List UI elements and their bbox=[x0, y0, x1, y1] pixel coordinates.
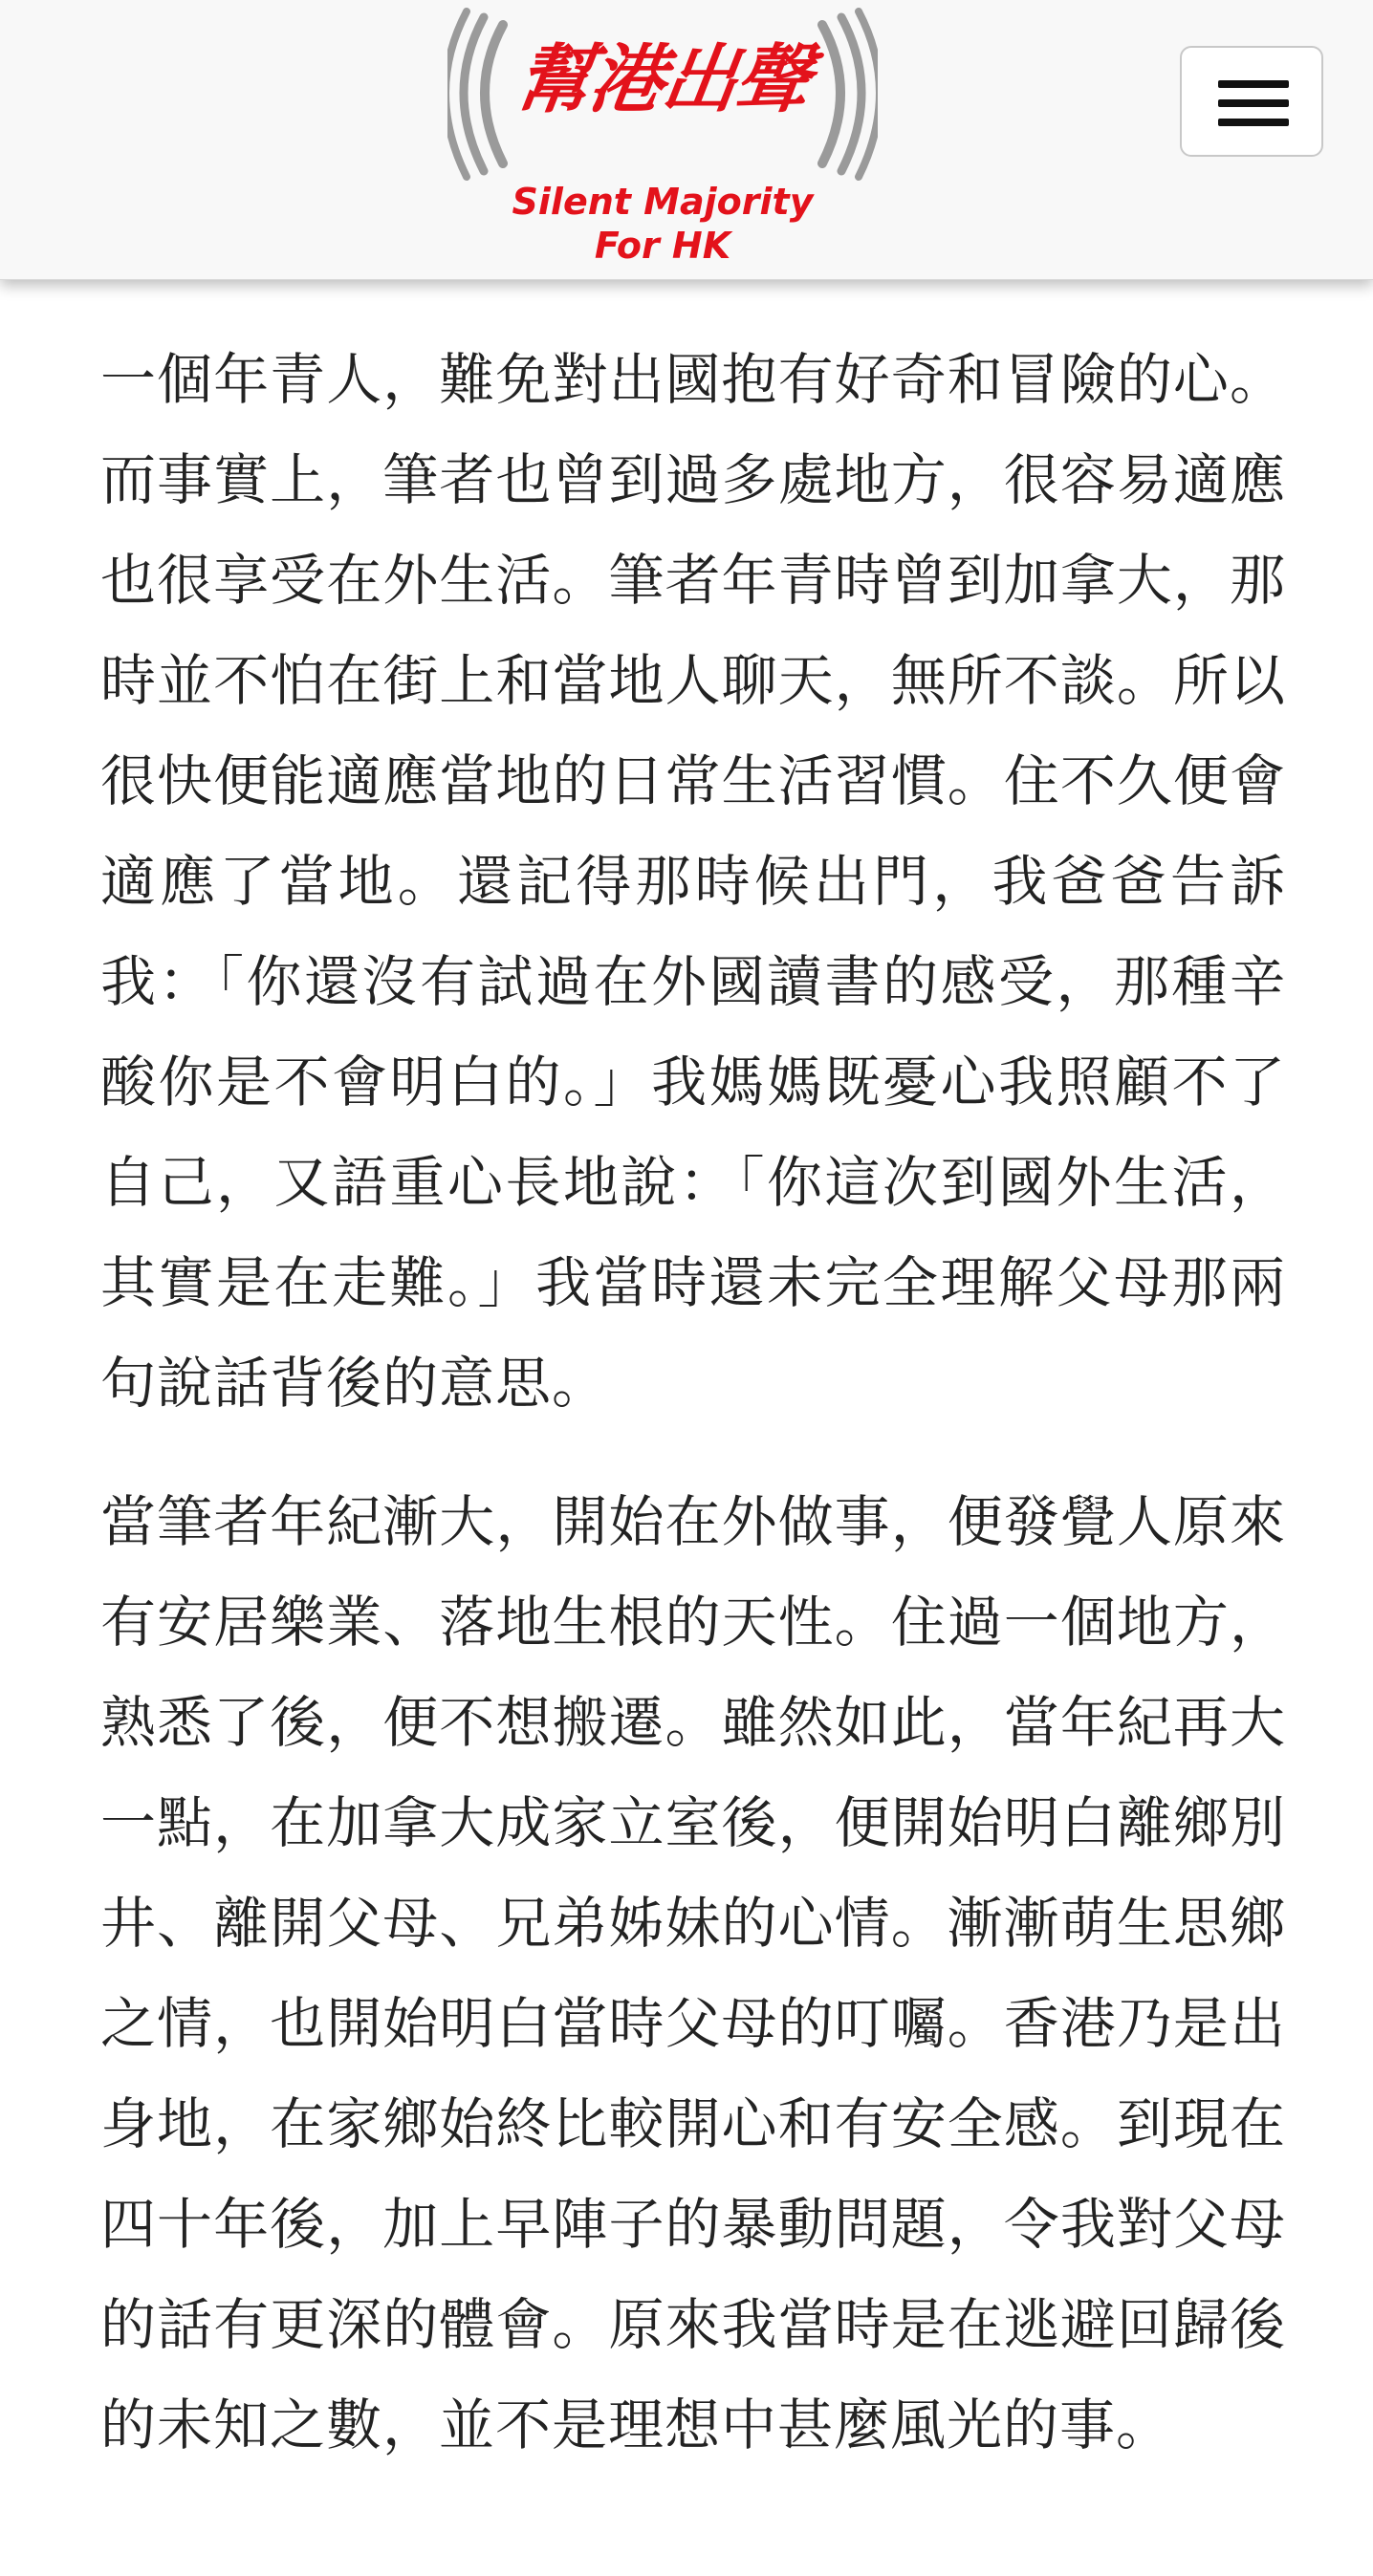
article-paragraph: 當筆者年紀漸大，開始在外做事，便發覺人原來有安居樂業、落地生根的天性。住過一個地方，熟悉了後，便不想搬遷。雖然如此，當年紀再大一點，在加拿大成家立室後，便開始明白離鄉別井、離開父母、兄弟姊妹的心情。漸漸萌生思鄉之情，也開始明白當時父母的叮囑。香港乃是出身地，在家鄉始終比較開心和有安全感。到現在四十年後，加上早陣子的暴動問題，令我對父母的話有更深的體會。原來我當時是在逃避回歸後的未知之數，並不是理想中甚麼風光的事。 bbox=[100, 1489, 1286, 2457]
site-logo[interactable] bbox=[447, 6, 878, 273]
article-body bbox=[100, 330, 1286, 2514]
article-paragraph: 一個年青人，難免對出國抱有好奇和冒險的心。而事實上，筆者也曾到過多處地方，很容易適應也很享受在外生活。筆者年青時曾到加拿大，那時並不怕在街上和當地人聊天，無所不談。所以很快便能適應當地的日常生活習慣。住不久便會適應了當地。還記得那時候出門，我爸爸告訴我：「你還沒有試過在外國讀書的感受，那種辛酸你是不會明白的。」我媽媽既憂心我照顧不了自己，又語重心長地說：「你這次到國外生活，其實是在走難。」我當時還未完全理解父母那兩句說話背後的意思。 bbox=[100, 347, 1286, 1416]
logo-english-line2: For HK bbox=[594, 225, 731, 267]
logo-english-line1: Silent Majority bbox=[512, 181, 814, 223]
menu-toggle-button[interactable] bbox=[1180, 46, 1323, 157]
hamburger-menu-icon-bar bbox=[1218, 119, 1289, 126]
hamburger-menu-icon bbox=[1218, 80, 1289, 88]
hamburger-menu-icon-bar bbox=[1218, 99, 1289, 107]
logo-chinese-name: 幫港出聲 bbox=[511, 37, 815, 123]
site-header bbox=[0, 0, 1373, 280]
